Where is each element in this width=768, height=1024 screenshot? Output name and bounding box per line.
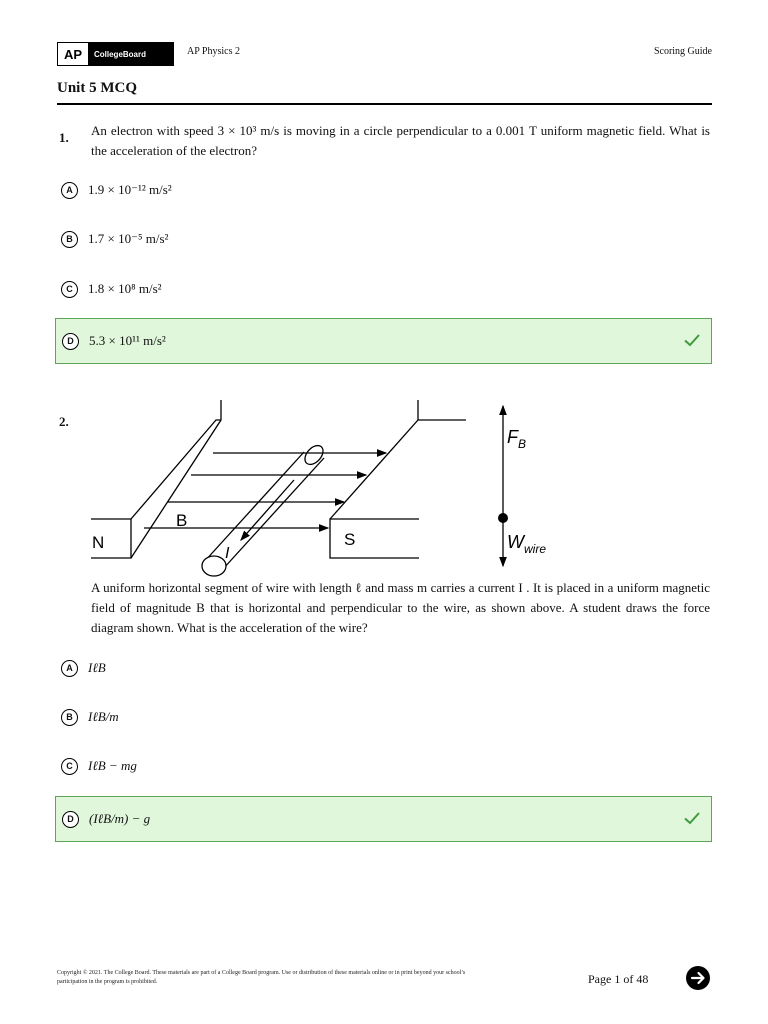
weight-label: $W_{wire}$ [507, 532, 547, 556]
current-label: I [225, 545, 230, 562]
south-label: S [344, 530, 356, 549]
choice-text: IℓB − mg [88, 758, 137, 773]
arrow-right-icon [690, 970, 706, 986]
question-1-number: 1. [59, 130, 69, 145]
correct-check-icon [683, 809, 701, 832]
question-2-choice-b[interactable] [55, 695, 712, 739]
page-number: Page 1 of 48 [588, 972, 649, 986]
correct-check-icon [683, 331, 701, 354]
force-diagram [490, 400, 570, 570]
question-1-choice-c[interactable] [55, 267, 712, 311]
choice-letter: D [62, 811, 79, 828]
question-2-text: A uniform horizontal segment of wire with length ℓ and mass m carries a current I . It is placed in a uniform magnetic field of magnitude B that is horizontal and perpendicular to the wire, as shown above. A student draws the force diagram shown. What is the acceleration of the wire? [91, 580, 710, 635]
scoring-guide-label: Scoring Guide [653, 46, 712, 57]
course-name: AP Physics 2 [187, 46, 240, 57]
question-1-text: An electron with speed 3 × 10³ m/s is moving in a circle perpendicular to a 0.001 T uniform magnetic field. What is the acceleration of the electron? [91, 123, 710, 158]
current-arrow [241, 480, 294, 540]
wire-end-near [202, 556, 226, 576]
field-label: B [176, 511, 188, 530]
north-pole-top-edge [131, 420, 221, 519]
question-1-choice-b[interactable] [55, 217, 712, 261]
college-board-logo-text: CollegeBoard [88, 43, 173, 65]
choice-letter: C [61, 758, 78, 775]
choice-text: (IℓB/m) − g [89, 811, 151, 826]
north-label: N [92, 533, 105, 552]
choice-letter: C [61, 281, 78, 298]
ap-college-board-logo [57, 42, 174, 66]
next-page-button[interactable] [686, 966, 710, 990]
choice-letter: A [61, 660, 78, 677]
choice-text: 1.7 × 10⁻⁵ m/s² [88, 231, 169, 246]
question-2-number: 2. [59, 414, 69, 429]
wire-end-far [301, 442, 326, 468]
question-2-choice-a[interactable] [55, 646, 712, 690]
question-2-choice-c[interactable] [55, 744, 712, 788]
unit-title: Unit 5 MCQ [57, 80, 712, 105]
choice-letter: B [61, 231, 78, 248]
wire-edge-lower [204, 452, 304, 562]
choice-text: 1.8 × 10⁸ m/s² [88, 281, 162, 296]
page-header [57, 42, 712, 64]
question-2-choice-d-correct[interactable] [55, 796, 712, 842]
north-pole-arm [131, 400, 221, 558]
magnetic-field-wire-diagram [88, 400, 478, 578]
south-pole-top-edge [330, 420, 466, 519]
ap-logo-text: AP [58, 43, 88, 65]
wire-point [498, 513, 508, 523]
choice-text: 5.3 × 10¹¹ m/s² [89, 333, 166, 348]
force-label: $F_B$ [507, 427, 527, 451]
copyright-notice: Copyright © 2021. The College Board. These materials are part of a College Board program. Use or distribution of these materials online or in print beyond your school’s participation in the program is prohibited. [57, 970, 466, 985]
choice-letter: D [62, 333, 79, 350]
choice-text: IℓB [88, 660, 106, 675]
choice-text: IℓB/m [88, 709, 119, 724]
question-1-choice-a[interactable] [55, 168, 712, 212]
choice-letter: A [61, 182, 78, 199]
question-1-choice-d-correct[interactable] [55, 318, 712, 364]
choice-letter: B [61, 709, 78, 726]
choice-text: 1.9 × 10⁻¹² m/s² [88, 182, 172, 197]
